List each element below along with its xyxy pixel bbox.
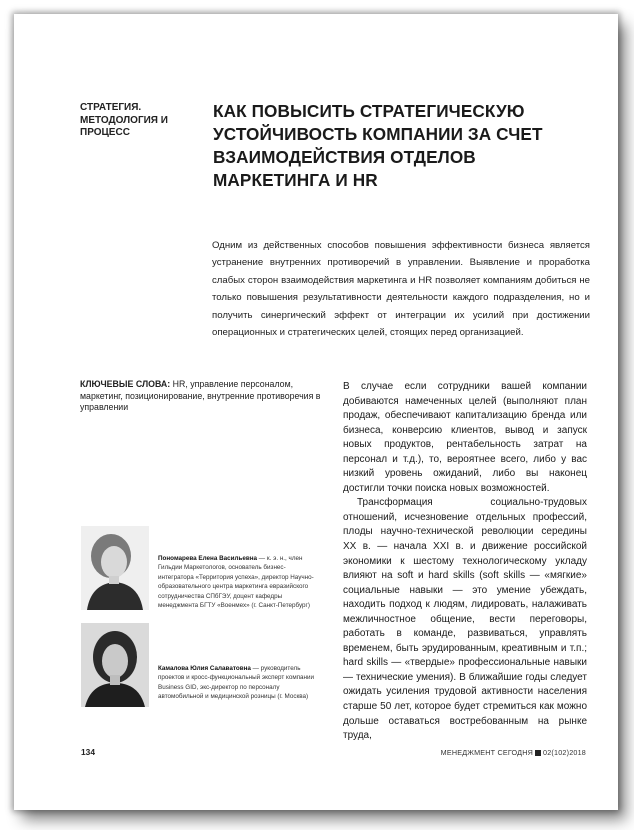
page-number: 134: [81, 747, 95, 757]
journal-name: МЕНЕДЖМЕНТ СЕГОДНЯ: [440, 748, 534, 757]
author-name: Камалова Юлия Салаватовна: [158, 665, 251, 672]
author-description: — к. э. н., член Гильдии Маркетологов, основатель бизнес-интегратора «Территория успеха», директор Научно-образовательного центра маркетинга евразийского сотрудничества СПбГЭУ, доцент кафедры менеджмента БГТУ «Военмех» (г. Санкт-Петербург): [158, 555, 314, 610]
section-label: СТРАТЕГИЯ. МЕТОДОЛОГИЯ И ПРОЦЕСС: [80, 102, 168, 138]
issue-number: 02(102)2018: [543, 748, 586, 757]
square-bullet-icon: [535, 750, 541, 756]
keywords: [80, 379, 330, 414]
keywords-label: КЛЮЧЕВЫЕ СЛОВА:: [80, 379, 171, 389]
article-lead: Одним из действенных способов повышения эффективности бизнеса является устранение внутренних противоречий в управлении. Выявление и проработка слабых сторон взаимодействия маркетинга и HR позволяет компаниям добиться не только повышения результативности деятельности каждого подразделения, но и получить синергический эффект от интеграции их усилий при достижении операционных и стратегических целей, стоящих перед организацией.: [212, 240, 590, 339]
article-body: [343, 380, 587, 744]
author-bio: [158, 664, 318, 702]
author-bio: [158, 554, 318, 610]
author-name: Пономарева Елена Васильевна: [158, 555, 258, 562]
article-title: КАК ПОВЫСИТЬ СТРАТЕГИЧЕСКУЮ УСТОЙЧИВОСТЬ КОМПАНИИ ЗА СЧЕТ ВЗАИМОДЕЙСТВИЯ ОТДЕЛОВ МАРКЕТИНГА И HR: [213, 101, 543, 190]
keywords-text: HR, управление персоналом, маркетинг, позиционирование, внутренние противоречия в управлении: [80, 379, 321, 413]
body-paragraph: В случае если сотрудники вашей компании добиваются намеченных целей (выполняют план продаж, обеспечивают капитализацию бренда или бизнеса, конверсию клиентов, вывод и запуск новых продуктов, рентабельность затрат на персонал и т.д.), то, вероятнее всего, либо у вас низкий уровень ожиданий, либо вы наконец достигли точки поиска новых возможностей.: [343, 381, 587, 494]
author-photo: [81, 623, 149, 707]
journal-footer: [441, 748, 586, 757]
author-photo: [81, 526, 149, 610]
author-description: — руководитель проектов и кросс-функциональный эксперт компании Business GID, экс-директор по персоналу автомобильной и медицинской розницы (г. Москва): [158, 665, 315, 701]
magazine-page: [14, 14, 618, 810]
body-paragraph: Трансформация социально-трудовых отношений, исчезновение отдельных профессий, плоды научно-технической революции середины XX в. — начала XXI в. и движение российской экономики к шестому технологическому укладу влияют на soft и hard skills (soft skills — «мягкие» социальные навыки — это умение убеждать, находить подход к людям, лидировать, налаживать межличностное общение, вести переговоры, работать в команде, развиваться, управлять временем, быть эрудированным, креативным и т.п.; hard skills — «твердые» профессиональные навыки — технические умения). В ближайшие годы следует ожидать усиления трудовой активности населения старше 50 лет, которое будет стремиться как можно дольше оставаться востребованным на рынке труда,: [343, 497, 587, 742]
